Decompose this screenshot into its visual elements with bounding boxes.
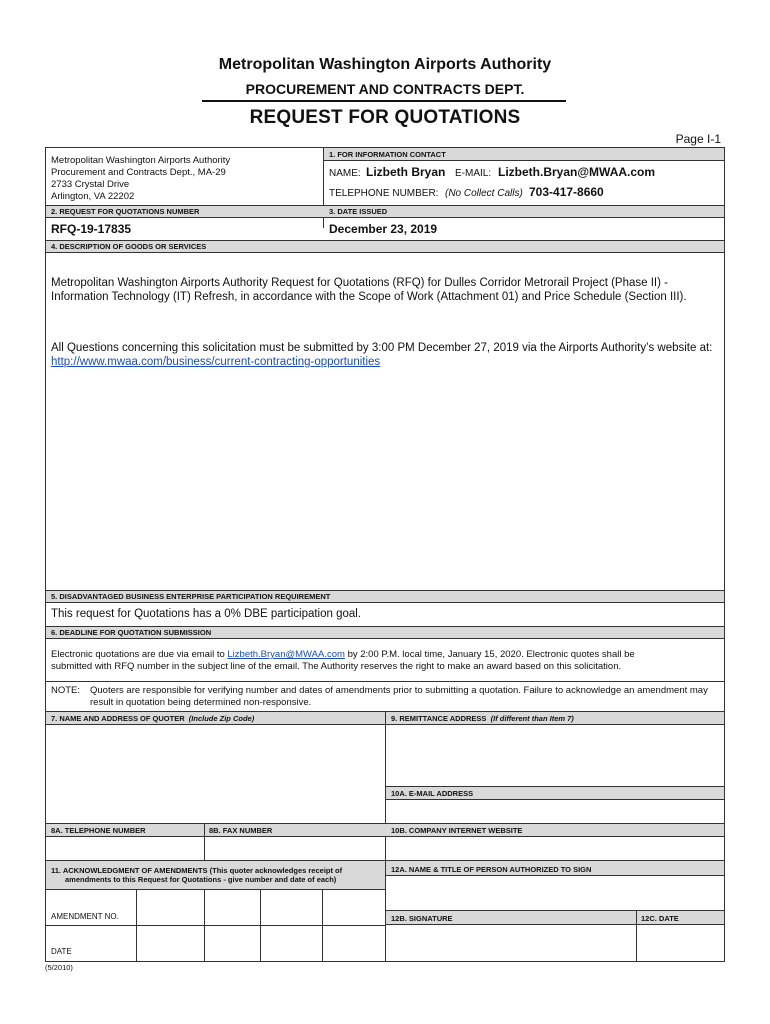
signature-field[interactable]: [386, 925, 636, 961]
contact-phone-note: (No Collect Calls): [445, 188, 523, 199]
website-label: 10B. COMPANY INTERNET WEBSITE: [391, 826, 523, 835]
deadline-line2: submitted with RFQ number in the subject line of the email. The Authority reserves the right to make an award based on this solicitation.: [51, 661, 622, 672]
fax-field[interactable]: [205, 837, 385, 860]
note-label: NOTE:: [51, 685, 81, 696]
dept-title: PROCUREMENT AND CONTRACTS DEPT.: [245, 81, 525, 97]
header-underline: [202, 100, 566, 102]
form-frame: [45, 147, 725, 962]
description-para2: [51, 341, 719, 369]
description-label: 4. DESCRIPTION OF GOODS OR SERVICES: [51, 242, 207, 251]
deadline-label: 6. DEADLINE FOR QUOTATION SUBMISSION: [51, 628, 212, 637]
form-revision: (5/2010): [45, 963, 73, 972]
fax-label: 8B. FAX NUMBER: [209, 826, 273, 835]
rfq-number: RFQ-19-17835: [51, 222, 132, 236]
email-address-field[interactable]: [386, 800, 724, 823]
contact-email: Lizbeth.Bryan@MWAA.com: [498, 165, 656, 179]
ack-label-line2: amendments to this Request for Quotations - give number and date of each): [65, 875, 337, 884]
contact-name-label: NAME:: [329, 168, 361, 179]
telephone-field[interactable]: [46, 837, 204, 860]
contact-email-label: E-MAIL:: [455, 168, 492, 179]
description-para2-text: All Questions concerning this solicitation must be submitted by 3:00 PM December 27, 2019 via the Airports Authority’s website at:: [51, 342, 713, 354]
dbe-label: 5. DISADVANTAGED BUSINESS ENTERPRISE PARTICIPATION REQUIREMENT: [51, 592, 331, 601]
amendment-no-label: AMENDMENT NO.: [51, 912, 119, 921]
remittance-label: 9. REMITTANCE ADDRESS (If different than Item 7): [391, 714, 574, 723]
telephone-label: 8A. TELEPHONE NUMBER: [51, 826, 146, 835]
quoter-label: 7. NAME AND ADDRESS OF QUOTER (Include Zip Code): [51, 714, 255, 723]
sign-date-field[interactable]: [637, 925, 724, 961]
deadline-line1: [51, 649, 719, 661]
contact-phone: 703-417-8660: [529, 185, 604, 199]
org-title: Metropolitan Washington Airports Authority: [218, 56, 552, 73]
issuer-line2: Procurement and Contracts Dept., MA-29: [51, 167, 226, 178]
page-title: REQUEST FOR QUOTATIONS: [249, 107, 521, 128]
deadline-email-link[interactable]: Lizbeth.Bryan@MWAA.com: [227, 649, 345, 660]
dbe-text: This request for Quotations has a 0% DBE participation goal.: [51, 608, 362, 620]
amendment-date-label: DATE: [51, 947, 72, 956]
remittance-address-field[interactable]: [386, 725, 724, 786]
issuer-line1: Metropolitan Washington Airports Authority: [51, 155, 231, 166]
deadline-pre: Electronic quotations are due via email to: [51, 649, 225, 660]
opportunities-link[interactable]: http://www.mwaa.com/business/current-contracting-opportunities: [51, 356, 381, 368]
ack-label-line1: 11. ACKNOWLEDGMENT OF AMENDMENTS (This quoter acknowledges receipt of: [51, 866, 343, 875]
authorized-signer-field[interactable]: [386, 876, 724, 910]
rfq-number-label: 2. REQUEST FOR QUOTATIONS NUMBER: [51, 207, 200, 216]
contact-name: Lizbeth Bryan: [366, 165, 446, 179]
quoter-name-address-field[interactable]: [46, 725, 385, 823]
signature-label: 12B. SIGNATURE: [391, 914, 453, 923]
contact-phone-label: TELEPHONE NUMBER:: [329, 188, 439, 199]
description-para1: Metropolitan Washington Airports Authority Request for Quotations (RFQ) for Dulles Corridor Metrorail Project (Phase II) - Information Technology (IT) Refresh, in accordance with the Scope of Work (Attachment 01) and Price Schedule (Section III).: [51, 277, 687, 303]
website-field[interactable]: [386, 837, 724, 860]
issuer-line4: Arlington, VA 22202: [51, 191, 135, 202]
issuer-line3: 2733 Crystal Drive: [51, 179, 130, 190]
date-issued: December 23, 2019: [329, 222, 438, 236]
note-text: Quoters are responsible for verifying number and dates of amendments prior to submitting a quotation. Failure to acknowledge an amendment may result in quotation being determined non-responsive.: [90, 685, 708, 708]
authorized-signer-label: 12A. NAME & TITLE OF PERSON AUTHORIZED TO SIGN: [391, 865, 592, 874]
deadline-post: by 2:00 P.M. local time, January 15, 2020. Electronic quotes shall be: [347, 649, 635, 660]
page-number: Page I-1: [675, 132, 721, 146]
contact-label: 1. FOR INFORMATION CONTACT: [329, 150, 446, 159]
date-issued-label: 3. DATE ISSUED: [329, 207, 388, 216]
email-address-label: 10A. E-MAIL ADDRESS: [391, 789, 474, 798]
sign-date-label: 12C. DATE: [641, 914, 679, 923]
